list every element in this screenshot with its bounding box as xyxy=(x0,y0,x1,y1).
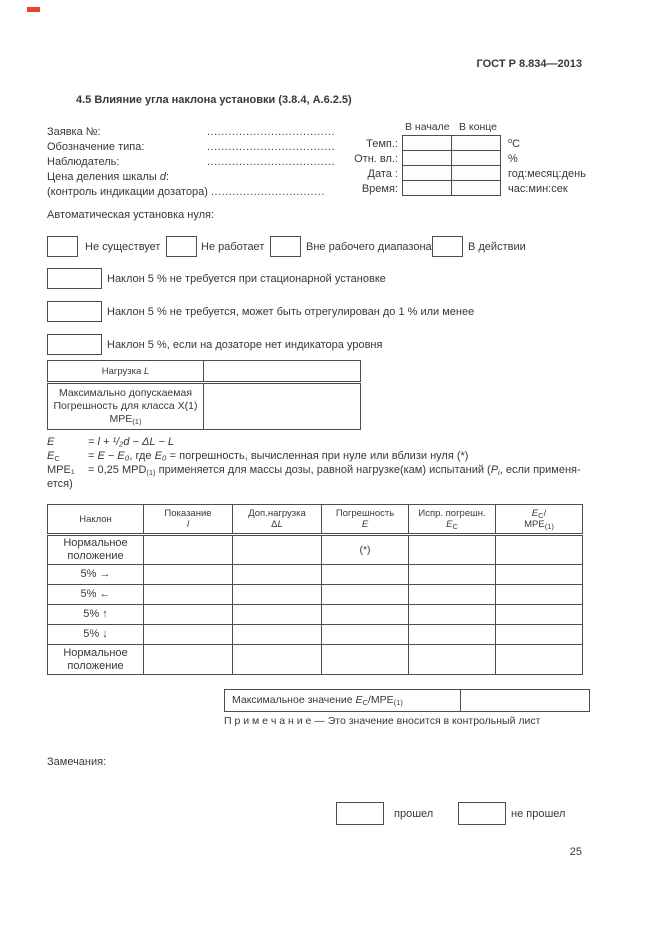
ratio-cell[interactable] xyxy=(496,565,583,585)
ratio-cell[interactable] xyxy=(496,535,583,565)
formula-e: E = l + ¹/₂d − ΔL − L xyxy=(47,436,174,448)
formula-mpe-continuation: ется) xyxy=(47,478,73,490)
tilt-row-left xyxy=(48,585,583,605)
time-end-cell[interactable] xyxy=(452,181,501,196)
error-cell[interactable] xyxy=(322,645,409,675)
additional-load-cell[interactable] xyxy=(233,535,322,565)
date-unit: год:месяц:день xyxy=(508,168,586,180)
checkbox-tilt-stationary[interactable] xyxy=(47,268,102,289)
header-corrected-error: Испр. погрешн. $E_C$ xyxy=(409,505,496,535)
dispenser-indication-label: (контроль индикации дозатора) ................................ xyxy=(47,186,325,198)
checkbox-in-action-label: В действии xyxy=(468,241,526,253)
temp-label: Темп.: xyxy=(366,138,398,150)
page-number: 25 xyxy=(569,846,582,858)
tilt-row-down xyxy=(48,625,583,645)
corrected-error-cell[interactable] xyxy=(409,625,496,645)
corrected-error-cell[interactable] xyxy=(409,645,496,675)
time-start-cell[interactable] xyxy=(403,181,452,196)
additional-load-cell[interactable] xyxy=(233,585,322,605)
load-table xyxy=(47,360,361,430)
ratio-cell[interactable] xyxy=(496,585,583,605)
time-label: Время: xyxy=(361,183,398,195)
dispenser-indication-field[interactable]: ................................ xyxy=(210,186,325,198)
date-start-cell[interactable] xyxy=(403,166,452,181)
corrected-error-cell[interactable] xyxy=(409,565,496,585)
ratio-cell[interactable] xyxy=(496,605,583,625)
mpe-row xyxy=(48,383,361,430)
additional-load-cell[interactable] xyxy=(233,605,322,625)
load-header-cell: Нагрузка L xyxy=(48,361,204,383)
passed-label: прошел xyxy=(394,808,434,820)
indication-cell[interactable] xyxy=(144,625,233,645)
additional-load-cell[interactable] xyxy=(233,645,322,675)
observer-field[interactable]: .................................... xyxy=(207,156,336,168)
tilt-label-cell: Нормальное положение xyxy=(48,645,144,675)
checkbox-not-passed[interactable] xyxy=(458,802,506,825)
column-start-label: В начале xyxy=(405,121,450,133)
max-value-table xyxy=(224,689,590,712)
column-end-label: В конце xyxy=(459,121,498,133)
checkbox-tilt-no-indicator-label: Наклон 5 %, если на дозаторе нет индикатора уровня xyxy=(107,339,383,351)
mpe-label-cell: Максимально допускаемая Погрешность для класса Х(1) $MPE_{(1)}$ xyxy=(48,383,204,430)
header-additional-load: Доп.нагрузка ΔL xyxy=(233,505,322,535)
max-value-cell[interactable] xyxy=(461,690,590,712)
tilt-table-header-row xyxy=(48,505,583,535)
indication-cell[interactable] xyxy=(144,585,233,605)
tilt-label-cell: 5% → xyxy=(48,565,144,585)
checkbox-not-exist[interactable] xyxy=(47,236,78,257)
error-cell[interactable]: (*) xyxy=(322,535,409,565)
remarks-label: Замечания: xyxy=(47,756,107,768)
max-value-row xyxy=(225,690,590,712)
header-tilt: Наклон xyxy=(48,505,144,535)
checkbox-tilt-no-indicator[interactable] xyxy=(47,334,102,355)
doc-code: ГОСТ Р 8.834—2013 xyxy=(476,58,582,70)
error-cell[interactable] xyxy=(322,565,409,585)
load-variable: L xyxy=(143,365,150,377)
request-number-field[interactable]: .................................... xyxy=(207,126,336,138)
error-cell[interactable] xyxy=(322,585,409,605)
tilt-row-right xyxy=(48,565,583,585)
corrected-error-cell[interactable] xyxy=(409,535,496,565)
additional-load-cell[interactable] xyxy=(233,625,322,645)
scale-division-label-text: Цена деления шкалы xyxy=(47,171,160,183)
header-ec-mpe-ratio: $E_C/$ $MPE_{(1)}$ xyxy=(496,505,583,535)
checkbox-not-working-label: Не работает xyxy=(201,241,265,253)
date-end-cell[interactable] xyxy=(452,166,501,181)
header-error: Погрешность E xyxy=(322,505,409,535)
date-row xyxy=(403,166,501,181)
max-value-label: Максимальное значение $E_C/MPE_{(1)}$ xyxy=(225,690,461,712)
temp-start-cell[interactable] xyxy=(403,136,452,151)
request-number-label: Заявка №: xyxy=(47,126,101,138)
tilt-table xyxy=(47,504,583,675)
error-cell[interactable] xyxy=(322,625,409,645)
checkbox-not-exist-label: Не существует xyxy=(85,241,161,253)
time-unit: час:мин:сек xyxy=(508,183,568,195)
checkbox-tilt-adjustable[interactable] xyxy=(47,301,102,322)
mpe-value-cell[interactable] xyxy=(204,383,361,430)
corrected-error-cell[interactable] xyxy=(409,605,496,625)
temp-end-cell[interactable] xyxy=(452,136,501,151)
humidity-start-cell[interactable] xyxy=(403,151,452,166)
formula-mpe: MPE₁ = 0,25 $MPD_{(1)}$ применяется для массы дозы, равной нагрузке(кам) испытаний ($P_i$, если применя- xyxy=(47,464,581,477)
corrected-error-cell[interactable] xyxy=(409,585,496,605)
note-label: П р и м е ч а н и е xyxy=(224,715,312,727)
load-table-header-row xyxy=(48,361,361,383)
checkbox-passed[interactable] xyxy=(336,802,384,825)
tilt-row-up xyxy=(48,605,583,625)
tilt-label-cell: Нормальное положение xyxy=(48,535,144,565)
humidity-row xyxy=(403,151,501,166)
additional-load-cell[interactable] xyxy=(233,565,322,585)
red-scan-mark xyxy=(27,7,40,12)
ratio-cell[interactable] xyxy=(496,625,583,645)
tilt-label-cell: 5% ↓ xyxy=(48,625,144,645)
checkbox-tilt-adjustable-label: Наклон 5 % не требуется, может быть отрегулирован до 1 % или менее xyxy=(107,306,475,318)
formula-ec: $E_C$ = E − E₀, где E₀ = погрешность, вычисленная при нуле или вблизи нуля (*) xyxy=(47,450,469,463)
tilt-label-cell: 5% ↑ xyxy=(48,605,144,625)
auto-zero-title: Автоматическая установка нуля: xyxy=(47,209,215,221)
date-label: Дата : xyxy=(367,168,398,180)
observer-label: Наблюдатель: xyxy=(47,156,120,168)
indication-cell[interactable] xyxy=(144,535,233,565)
time-row xyxy=(403,181,501,196)
indication-cell[interactable] xyxy=(144,645,233,675)
temp-unit: $^о$С xyxy=(508,136,521,150)
checkbox-in-action[interactable] xyxy=(432,236,463,257)
type-designation-field[interactable]: .................................... xyxy=(207,141,336,153)
readings-grid xyxy=(402,135,501,196)
checkbox-tilt-stationary-label: Наклон 5 % не требуется при стационарной установке xyxy=(107,273,386,285)
tilt-row-normal-2 xyxy=(48,645,583,675)
checkbox-out-of-range-label: Вне рабочего диапазона xyxy=(306,241,432,253)
note: П р и м е ч а н и е — Это значение вносится в контрольный лист xyxy=(224,715,541,727)
tilt-row-normal-1 xyxy=(48,535,583,565)
humidity-unit: % xyxy=(508,153,518,165)
checkbox-not-working[interactable] xyxy=(166,236,197,257)
temp-row xyxy=(403,136,501,151)
checkbox-out-of-range[interactable] xyxy=(270,236,301,257)
type-designation-label: Обозначение типа: xyxy=(47,141,145,153)
humidity-label: Отн. вл.: xyxy=(354,153,398,165)
ratio-cell[interactable] xyxy=(496,645,583,675)
load-value-cell[interactable] xyxy=(204,361,361,383)
scale-division-label: Цена деления шкалы d: xyxy=(47,171,170,183)
header-indication: Показание l xyxy=(144,505,233,535)
not-passed-label: не прошел xyxy=(511,808,566,820)
humidity-end-cell[interactable] xyxy=(452,151,501,166)
scale-division-variable: d xyxy=(159,171,166,183)
error-cell[interactable] xyxy=(322,605,409,625)
indication-cell[interactable] xyxy=(144,605,233,625)
tilt-label-cell: 5% ← xyxy=(48,585,144,605)
section-title: 4.5 Влияние угла наклона установки (3.8.4, А.6.2.5) xyxy=(76,94,352,106)
indication-cell[interactable] xyxy=(144,565,233,585)
